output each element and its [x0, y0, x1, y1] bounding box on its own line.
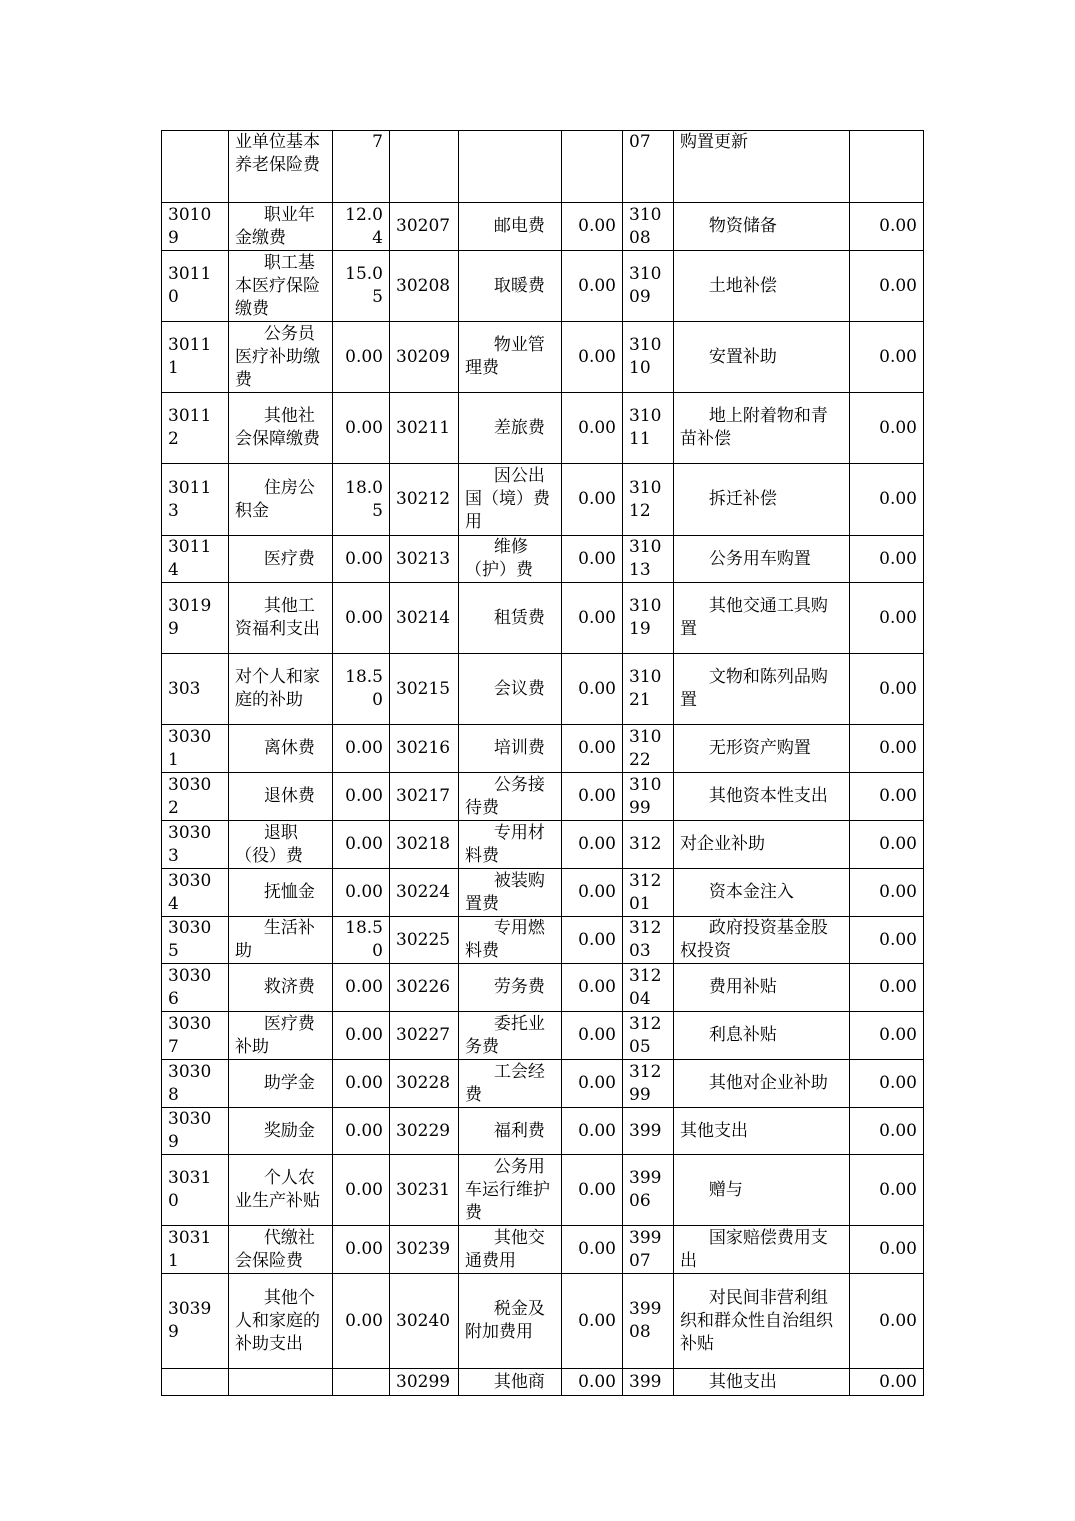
table-row — [162, 464, 924, 536]
econ-code — [162, 1369, 229, 1396]
amount: 0.00 — [333, 821, 390, 869]
econ-code: 30211 — [390, 393, 459, 464]
amount: 0.00 — [562, 203, 623, 251]
table-row — [162, 251, 924, 322]
amount: 0.00 — [850, 773, 924, 821]
amount: 0.00 — [850, 1155, 924, 1226]
econ-code: 30224 — [390, 869, 459, 917]
econ-code: 30308 — [162, 1060, 229, 1108]
econ-code: 30229 — [390, 1108, 459, 1155]
econ-code: 30228 — [390, 1060, 459, 1108]
item-name: 政府投资基金股权投资 — [674, 917, 850, 964]
amount: 0.00 — [562, 1274, 623, 1369]
amount: 18.50 — [333, 917, 390, 964]
table-row — [162, 1108, 924, 1155]
item-name — [229, 1369, 333, 1396]
item-name: 无形资产购置 — [674, 725, 850, 773]
item-name: 资本金注入 — [674, 869, 850, 917]
amount: 0.00 — [333, 583, 390, 654]
econ-code: 30209 — [390, 322, 459, 393]
econ-code: 30304 — [162, 869, 229, 917]
amount: 0.00 — [850, 725, 924, 773]
item-name: 公务员医疗补助缴费 — [229, 322, 333, 393]
item-name: 租赁费 — [459, 583, 562, 654]
amount: 0.00 — [562, 725, 623, 773]
item-name: 其他交通工具购置 — [674, 583, 850, 654]
econ-code: 30218 — [390, 821, 459, 869]
econ-code: 31021 — [623, 654, 674, 725]
amount: 12.04 — [333, 203, 390, 251]
econ-code: 30302 — [162, 773, 229, 821]
item-name: 职业年金缴费 — [229, 203, 333, 251]
item-name: 公务用车运行维护费 — [459, 1155, 562, 1226]
econ-code: 31099 — [623, 773, 674, 821]
budget-table — [161, 130, 924, 1396]
item-name: 公务用车购置 — [674, 536, 850, 583]
amount: 0.00 — [562, 464, 623, 536]
amount: 0.00 — [562, 583, 623, 654]
econ-code: 30114 — [162, 536, 229, 583]
econ-code: 31010 — [623, 322, 674, 393]
item-name: 业单位基本养老保险费 — [229, 131, 333, 203]
item-name: 医疗费 — [229, 536, 333, 583]
amount: 0.00 — [333, 1012, 390, 1060]
econ-code: 30199 — [162, 583, 229, 654]
item-name: 取暖费 — [459, 251, 562, 322]
item-name: 其他支出 — [674, 1369, 850, 1396]
econ-code: 30311 — [162, 1226, 229, 1274]
amount: 0.00 — [333, 964, 390, 1012]
econ-code: 30110 — [162, 251, 229, 322]
amount: 0.00 — [562, 322, 623, 393]
item-name: 奖励金 — [229, 1108, 333, 1155]
table-row — [162, 869, 924, 917]
table-row — [162, 203, 924, 251]
item-name: 地上附着物和青苗补偿 — [674, 393, 850, 464]
item-name: 其他资本性支出 — [674, 773, 850, 821]
econ-code: 31203 — [623, 917, 674, 964]
amount: 0.00 — [333, 1108, 390, 1155]
econ-code: 31012 — [623, 464, 674, 536]
item-name: 其他交通费用 — [459, 1226, 562, 1274]
amount: 15.05 — [333, 251, 390, 322]
amount — [850, 131, 924, 203]
table-row — [162, 773, 924, 821]
item-name: 住房公积金 — [229, 464, 333, 536]
amount: 0.00 — [850, 1012, 924, 1060]
item-name: 邮电费 — [459, 203, 562, 251]
item-name: 退休费 — [229, 773, 333, 821]
amount: 0.00 — [562, 1226, 623, 1274]
item-name — [459, 131, 562, 203]
table-row — [162, 964, 924, 1012]
item-name: 培训费 — [459, 725, 562, 773]
econ-code: 30309 — [162, 1108, 229, 1155]
amount: 0.00 — [562, 654, 623, 725]
econ-code: 30225 — [390, 917, 459, 964]
amount: 0.00 — [850, 1274, 924, 1369]
table-row — [162, 131, 924, 203]
amount: 18.05 — [333, 464, 390, 536]
amount: 0.00 — [850, 464, 924, 536]
econ-code: 30231 — [390, 1155, 459, 1226]
amount: 0.00 — [562, 251, 623, 322]
amount: 0.00 — [562, 393, 623, 464]
item-name: 离休费 — [229, 725, 333, 773]
amount: 0.00 — [850, 964, 924, 1012]
econ-code: 31008 — [623, 203, 674, 251]
amount — [333, 1369, 390, 1396]
amount: 0.00 — [333, 773, 390, 821]
econ-code: 39908 — [623, 1274, 674, 1369]
item-name: 安置补助 — [674, 322, 850, 393]
table-row — [162, 1012, 924, 1060]
table-row — [162, 1369, 924, 1396]
amount: 0.00 — [850, 917, 924, 964]
econ-code — [162, 131, 229, 203]
econ-code: 30307 — [162, 1012, 229, 1060]
econ-code: 30310 — [162, 1155, 229, 1226]
econ-code: 303 — [162, 654, 229, 725]
amount: 0.00 — [333, 536, 390, 583]
econ-code: 30306 — [162, 964, 229, 1012]
item-name: 物业管理费 — [459, 322, 562, 393]
econ-code: 30301 — [162, 725, 229, 773]
item-name: 物资储备 — [674, 203, 850, 251]
amount: 0.00 — [850, 251, 924, 322]
amount: 0.00 — [562, 1012, 623, 1060]
amount: 0.00 — [562, 773, 623, 821]
amount: 0.00 — [333, 322, 390, 393]
amount: 0.00 — [562, 964, 623, 1012]
amount — [562, 131, 623, 203]
item-name: 助学金 — [229, 1060, 333, 1108]
econ-code: 31019 — [623, 583, 674, 654]
item-name: 土地补偿 — [674, 251, 850, 322]
econ-code: 31009 — [623, 251, 674, 322]
item-name: 其他商 — [459, 1369, 562, 1396]
table-row — [162, 1226, 924, 1274]
amount: 0.00 — [562, 869, 623, 917]
econ-code: 30226 — [390, 964, 459, 1012]
item-name: 会议费 — [459, 654, 562, 725]
item-name: 对企业补助 — [674, 821, 850, 869]
table-row — [162, 1060, 924, 1108]
econ-code: 30217 — [390, 773, 459, 821]
amount: 0.00 — [562, 536, 623, 583]
amount: 0.00 — [850, 821, 924, 869]
econ-code: 30216 — [390, 725, 459, 773]
amount: 7 — [333, 131, 390, 203]
econ-code: 399 — [623, 1369, 674, 1396]
item-name: 个人农业生产补贴 — [229, 1155, 333, 1226]
item-name: 被装购置费 — [459, 869, 562, 917]
item-name: 文物和陈列品购置 — [674, 654, 850, 725]
econ-code: 30112 — [162, 393, 229, 464]
table-row — [162, 1274, 924, 1369]
amount: 0.00 — [850, 536, 924, 583]
econ-code: 312 — [623, 821, 674, 869]
econ-code: 07 — [623, 131, 674, 203]
econ-code: 30240 — [390, 1274, 459, 1369]
item-name: 抚恤金 — [229, 869, 333, 917]
item-name: 其他支出 — [674, 1108, 850, 1155]
econ-code: 30305 — [162, 917, 229, 964]
table-row — [162, 821, 924, 869]
item-name: 购置更新 — [674, 131, 850, 203]
econ-code: 30227 — [390, 1012, 459, 1060]
econ-code: 30299 — [390, 1369, 459, 1396]
amount: 0.00 — [850, 393, 924, 464]
econ-code: 399 — [623, 1108, 674, 1155]
item-name: 因公出国（境）费用 — [459, 464, 562, 536]
econ-code: 30213 — [390, 536, 459, 583]
amount: 0.00 — [333, 393, 390, 464]
amount: 0.00 — [562, 1155, 623, 1226]
table-row — [162, 917, 924, 964]
econ-code: 30239 — [390, 1226, 459, 1274]
item-name: 专用材料费 — [459, 821, 562, 869]
econ-code: 30111 — [162, 322, 229, 393]
econ-code — [390, 131, 459, 203]
econ-code: 30303 — [162, 821, 229, 869]
item-name: 其他工资福利支出 — [229, 583, 333, 654]
econ-code: 31011 — [623, 393, 674, 464]
amount: 18.50 — [333, 654, 390, 725]
item-name: 税金及附加费用 — [459, 1274, 562, 1369]
econ-code: 30214 — [390, 583, 459, 654]
item-name: 医疗费补助 — [229, 1012, 333, 1060]
amount: 0.00 — [562, 1369, 623, 1396]
amount: 0.00 — [333, 869, 390, 917]
item-name: 职工基本医疗保险缴费 — [229, 251, 333, 322]
item-name: 代缴社会保险费 — [229, 1226, 333, 1274]
item-name: 利息补贴 — [674, 1012, 850, 1060]
table-row — [162, 654, 924, 725]
amount: 0.00 — [333, 1060, 390, 1108]
amount: 0.00 — [562, 1060, 623, 1108]
item-name: 差旅费 — [459, 393, 562, 464]
item-name: 赠与 — [674, 1155, 850, 1226]
item-name: 对民间非营利组织和群众性自治组织补贴 — [674, 1274, 850, 1369]
item-name: 专用燃料费 — [459, 917, 562, 964]
amount: 0.00 — [333, 1274, 390, 1369]
table-row — [162, 583, 924, 654]
item-name: 费用补贴 — [674, 964, 850, 1012]
amount: 0.00 — [850, 869, 924, 917]
econ-code: 31201 — [623, 869, 674, 917]
item-name: 公务接待费 — [459, 773, 562, 821]
table-row — [162, 393, 924, 464]
econ-code: 30212 — [390, 464, 459, 536]
econ-code: 30215 — [390, 654, 459, 725]
econ-code: 30207 — [390, 203, 459, 251]
econ-code: 31022 — [623, 725, 674, 773]
amount: 0.00 — [333, 1226, 390, 1274]
item-name: 生活补助 — [229, 917, 333, 964]
item-name: 委托业务费 — [459, 1012, 562, 1060]
item-name: 维修（护）费 — [459, 536, 562, 583]
item-name: 工会经费 — [459, 1060, 562, 1108]
item-name: 其他个人和家庭的补助支出 — [229, 1274, 333, 1369]
econ-code: 39907 — [623, 1226, 674, 1274]
item-name: 对个人和家庭的补助 — [229, 654, 333, 725]
econ-code: 30109 — [162, 203, 229, 251]
table-row — [162, 725, 924, 773]
amount: 0.00 — [850, 654, 924, 725]
amount: 0.00 — [850, 1108, 924, 1155]
econ-code: 30399 — [162, 1274, 229, 1369]
amount: 0.00 — [850, 1060, 924, 1108]
table-row — [162, 1155, 924, 1226]
amount: 0.00 — [850, 1369, 924, 1396]
econ-code: 30208 — [390, 251, 459, 322]
amount: 0.00 — [562, 821, 623, 869]
econ-code: 31299 — [623, 1060, 674, 1108]
amount: 0.00 — [562, 1108, 623, 1155]
econ-code: 31204 — [623, 964, 674, 1012]
table-row — [162, 322, 924, 393]
item-name: 拆迁补偿 — [674, 464, 850, 536]
econ-code: 31205 — [623, 1012, 674, 1060]
item-name: 其他社会保障缴费 — [229, 393, 333, 464]
item-name: 其他对企业补助 — [674, 1060, 850, 1108]
item-name: 福利费 — [459, 1108, 562, 1155]
amount: 0.00 — [333, 725, 390, 773]
econ-code: 39906 — [623, 1155, 674, 1226]
item-name: 救济费 — [229, 964, 333, 1012]
table-row — [162, 536, 924, 583]
amount: 0.00 — [850, 322, 924, 393]
amount: 0.00 — [850, 1226, 924, 1274]
amount: 0.00 — [333, 1155, 390, 1226]
amount: 0.00 — [850, 203, 924, 251]
item-name: 国家赔偿费用支出 — [674, 1226, 850, 1274]
econ-code: 31013 — [623, 536, 674, 583]
amount: 0.00 — [562, 917, 623, 964]
amount: 0.00 — [850, 583, 924, 654]
econ-code: 30113 — [162, 464, 229, 536]
item-name: 劳务费 — [459, 964, 562, 1012]
item-name: 退职（役）费 — [229, 821, 333, 869]
